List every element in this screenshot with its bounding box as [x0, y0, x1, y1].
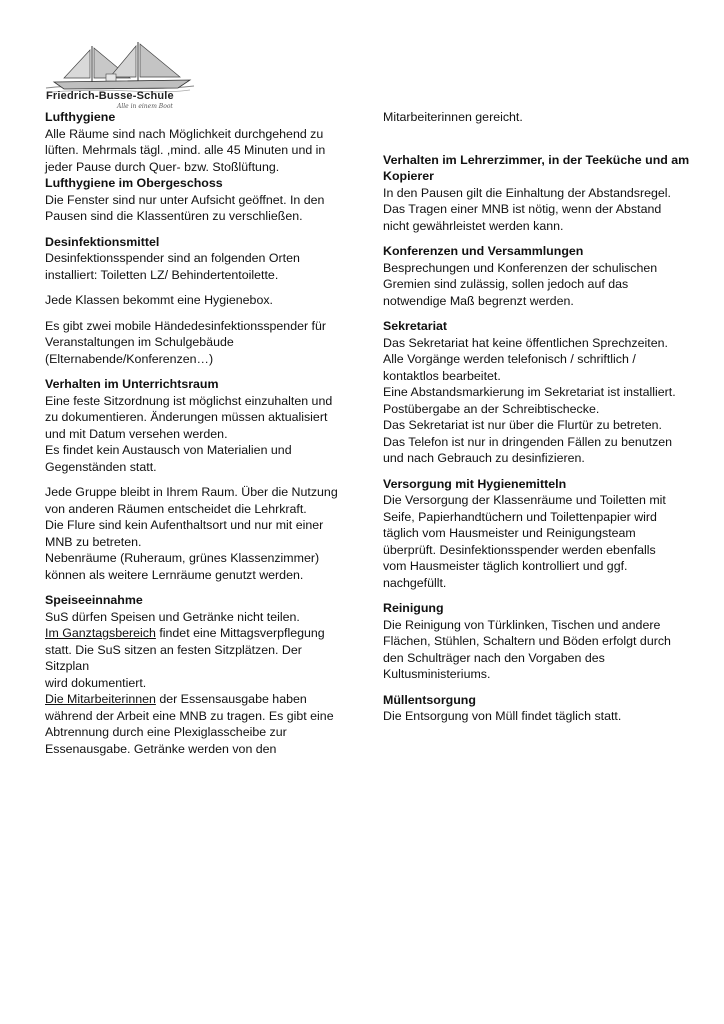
section-text: Die Entsorgung von Müll findet täglich statt. [383, 709, 622, 723]
section-text: Das Sekretariat hat keine öffentlichen Sprechzeiten. Alle Vorgänge werden telefonisch / schriftlich / kontaktlos bearbeitet. Eine Abstandsmarkierung im Sekretariat ist installiert. Postübergabe an der Schreibtischecke. Das Sekretariat ist nur über die Flurtür zu betreten. Das Telefon ist nur in dringenden Fällen zu benutzen und nach Gebrauch zu desinfizieren. [383, 335, 676, 465]
section-verhalten-unterrichtsraum [45, 376, 345, 583]
section-text: Jede Klassen bekommt eine Hygienebox. [45, 293, 273, 307]
underlined-text: Die Mitarbeiterinnen [45, 692, 156, 706]
section-hygienemittel [383, 476, 703, 592]
section-heading: Speiseeinnahme [45, 593, 143, 607]
section-reinigung [383, 600, 703, 683]
section-heading: Versorgung mit Hygienemitteln [383, 476, 567, 491]
section-lufthygiene-obergeschoss [45, 175, 345, 225]
school-slogan: Alle in einem Boot [117, 103, 173, 110]
section-text [45, 609, 345, 758]
sailboat-icon [40, 40, 200, 96]
section-heading: Lufthygiene im Obergeschoss [45, 176, 223, 190]
section-continuation [383, 109, 703, 126]
section-desinfektionsmittel [45, 234, 345, 368]
section-heading: Verhalten im Lehrerzimmer, in der Teeküche und am Kopierer [383, 152, 690, 183]
section-text: Alle Räume sind nach Möglichkeit durchgehend zu lüften. Mehrmals tägl. ,mind. alle 45 Minuten und in jeder Pause durch Quer- bzw. Stoßlüftung. [45, 126, 326, 174]
section-konferenzen [383, 243, 703, 309]
school-name: Friedrich-Busse-Schule [46, 90, 174, 102]
section-text: Jede Gruppe bleibt in Ihrem Raum. Über die Nutzung von anderen Räumen entscheidet die Lehrkraft. Die Flure sind kein Aufenthaltsort und nur mit einer MNB zu betreten. Nebenräume (Ruheraum, grünes Klassenzimmer) können als weitere Lernräume genutzt werden. [45, 485, 338, 582]
section-muellentsorgung [383, 692, 703, 725]
section-text: Desinfektionsspender sind an folgenden Orten installiert: Toiletten LZ/ Behindertentoilette. [45, 251, 300, 282]
text-run: findet eine Mittagsverpflegung statt. Die SuS sitzen an festen Sitzplätzen. Der Sitzplan wird dokumentiert. [45, 626, 325, 690]
section-text: In den Pausen gilt die Einhaltung der Abstandsregel. Das Tragen einer MNB ist nötig, wenn der Abstand nicht gewährleistet werden kann. [383, 185, 671, 233]
section-text: Es gibt zwei mobile Händedesinfektionsspender für Veranstaltungen im Schulgebäude (Elternabende/Konferenzen…) [45, 318, 327, 366]
section-heading: Reinigung [383, 601, 444, 615]
section-text: Die Fenster sind nur unter Aufsicht geöffnet. In den Pausen sind die Klassentüren zu verschließen. [45, 192, 325, 223]
text-line: SuS dürfen Speisen und Getränke nicht teilen. [45, 609, 300, 624]
section-heading: Lufthygiene [45, 110, 116, 124]
section-heading: Desinfektionsmittel [45, 234, 160, 249]
section-text: Eine feste Sitzordnung ist möglichst einzuhalten und zu dokumentieren. Änderungen müssen aktualisiert und mit Datum versehen werden. Es findet kein Austausch von Materialien und Gegenständen statt. [45, 393, 333, 474]
underlined-text: Im Ganztagsbereich [45, 626, 156, 640]
section-text: Mitarbeiterinnen gereicht. [383, 110, 523, 124]
section-speiseeinnahme [45, 592, 345, 757]
section-heading: Verhalten im Unterrichtsraum [45, 377, 219, 391]
section-sekretariat [383, 318, 703, 467]
section-lufthygiene [45, 109, 345, 175]
left-column [45, 109, 345, 757]
section-heading: Müllentsorgung [383, 692, 476, 707]
section-lehrerzimmer [383, 152, 703, 235]
section-text: Die Reinigung von Türklinken, Tischen und andere Flächen, Stühlen, Schaltern und Böden erfolgt durch den Schulträger nach den Vorgaben des Kultusministeriums. [383, 617, 671, 681]
section-heading: Sekretariat [383, 319, 448, 333]
section-text: Besprechungen und Konferenzen der schulischen Gremien sind zulässig, sollen jedoch auf das notwendige Maß begrenzt werden. [383, 260, 658, 308]
section-heading: Konferenzen und Versammlungen [383, 244, 584, 258]
text-run: der Essensausgabe haben während der Arbeit eine MNB zu tragen. Es gibt eine Abtrennung durch eine Plexiglasscheibe zur Essenausgabe. Getränke werden von den [45, 692, 334, 756]
section-text: Die Versorgung der Klassenräume und Toiletten mit Seife, Papierhandtüchern und Toilettenpapier wird täglich vom Hausmeister und Reinigungsteam überprüft. Desinfektionsspender werden ebenfalls vom Hausmeister täglich kontrolliert und ggf. nachgefüllt. [383, 493, 666, 590]
right-column [383, 109, 703, 725]
